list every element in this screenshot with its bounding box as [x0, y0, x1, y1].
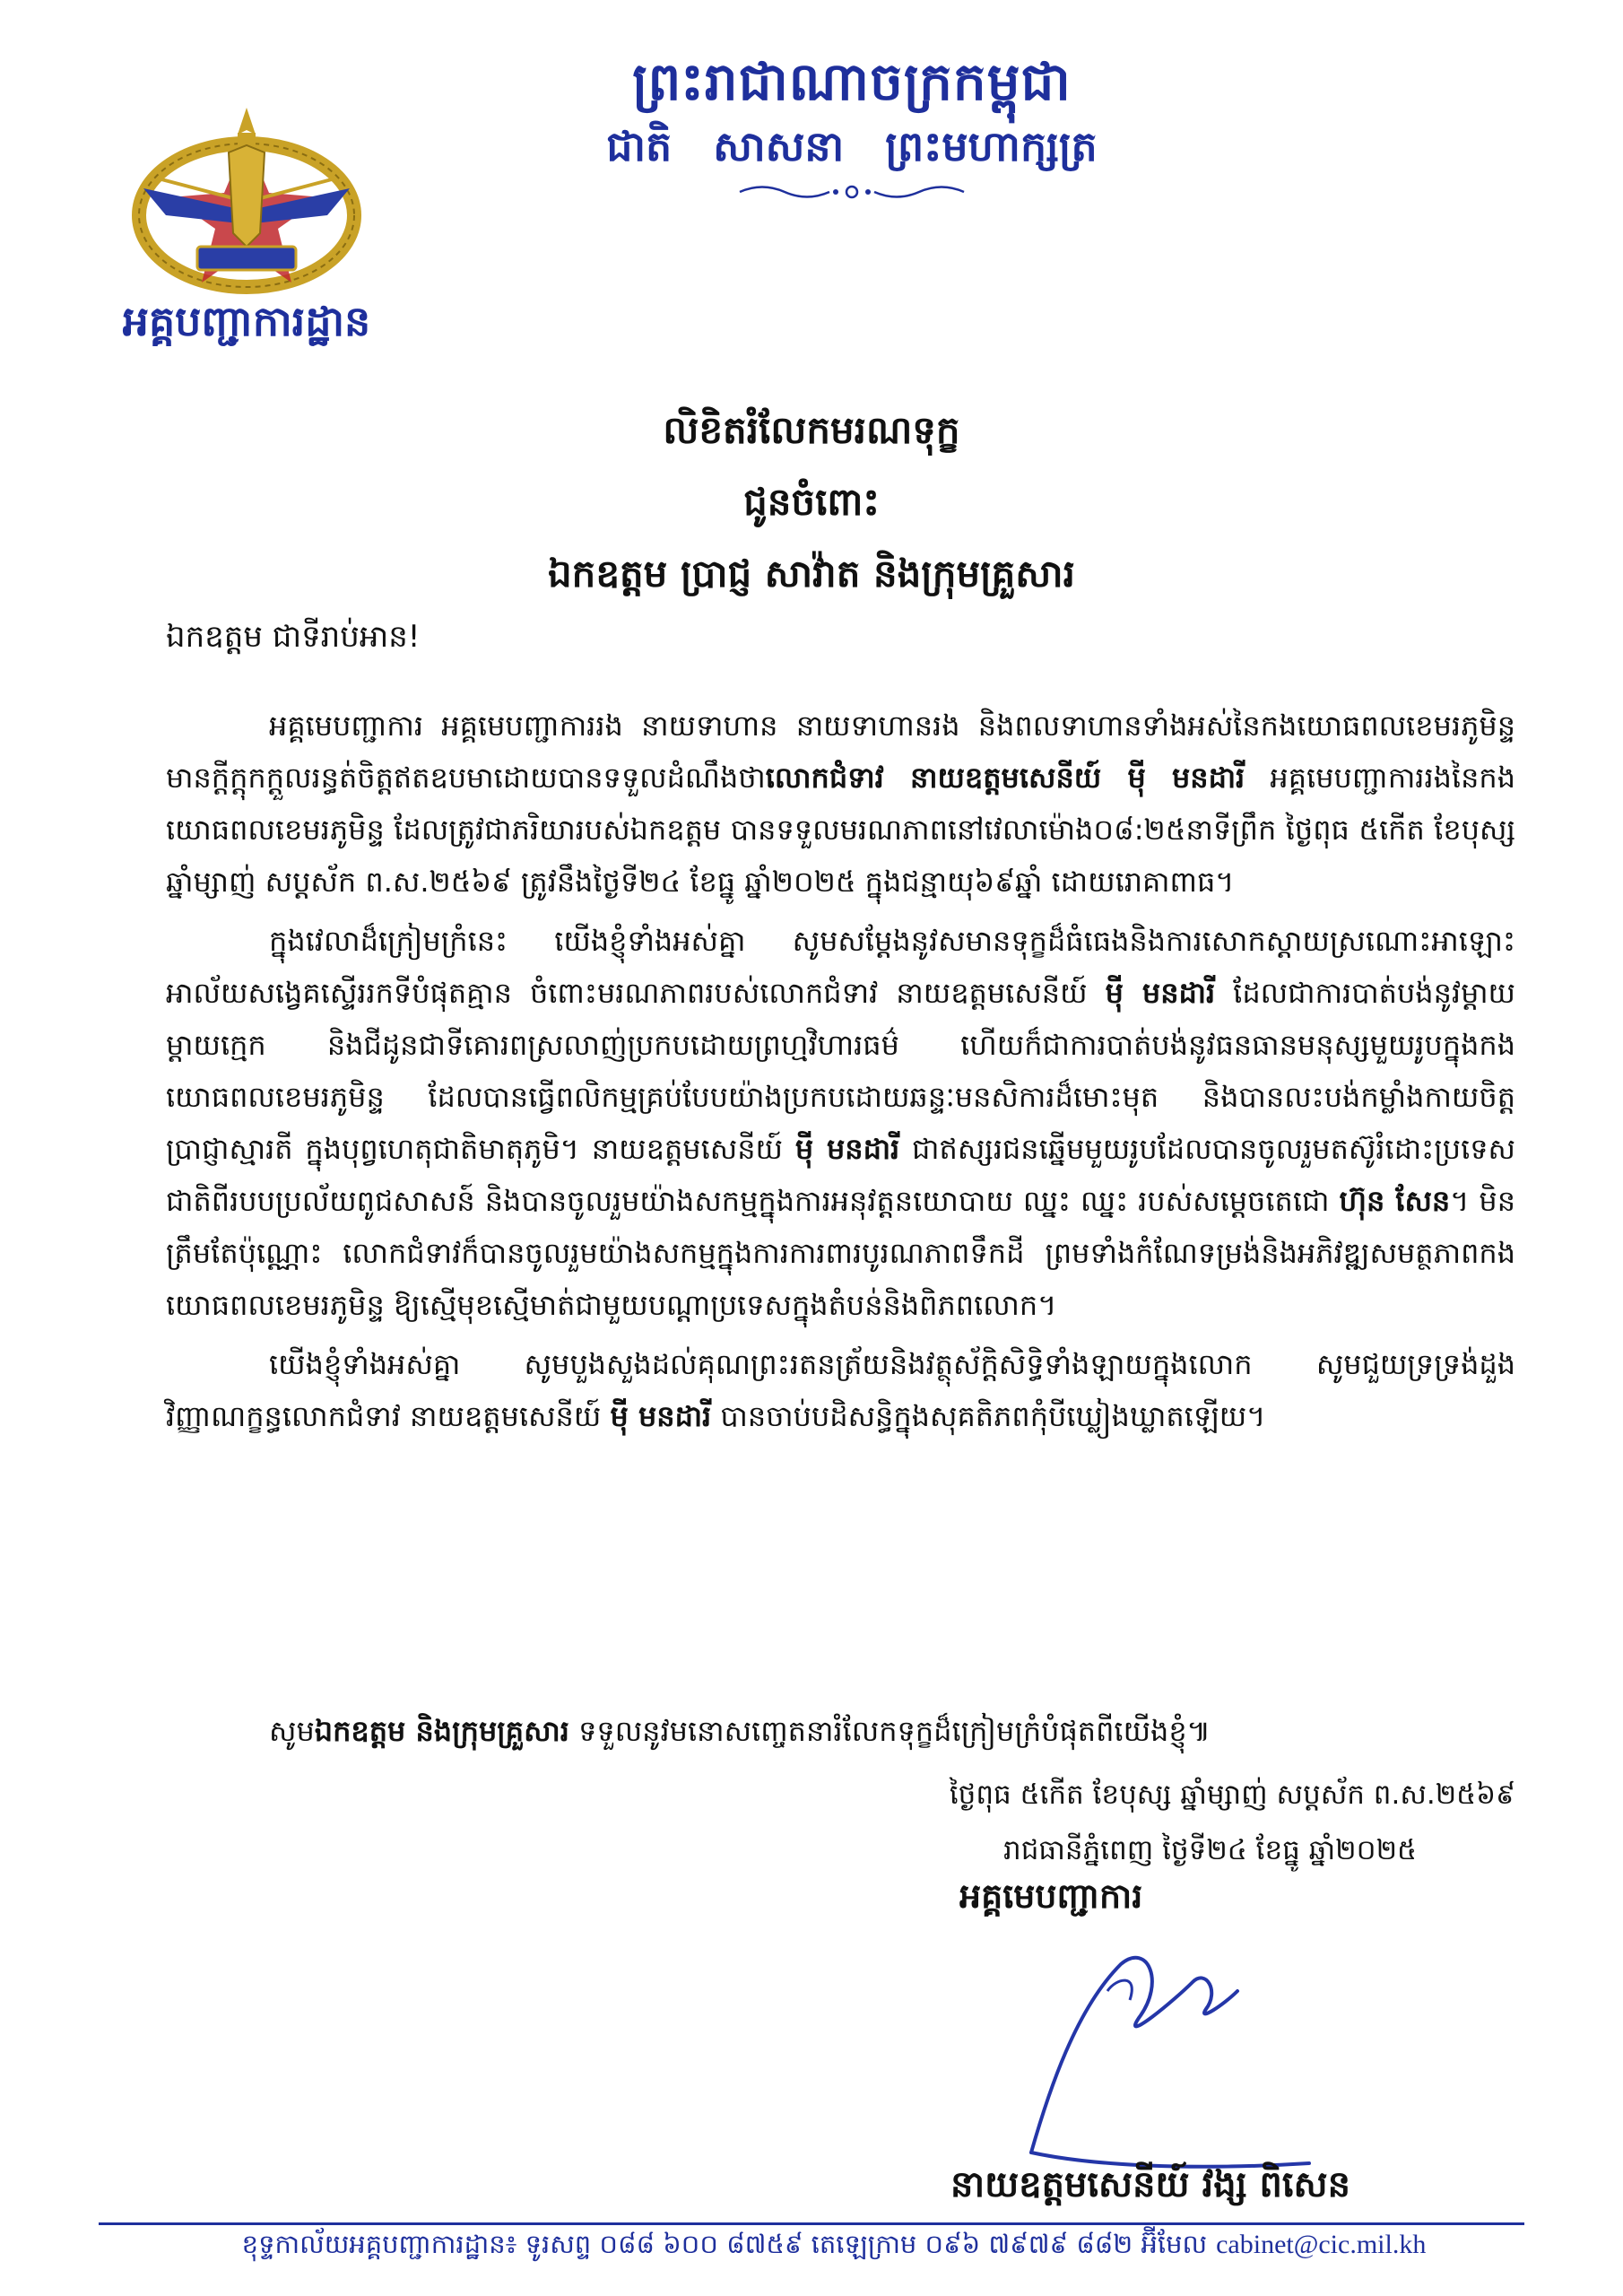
letter-title-block — [269, 395, 1354, 610]
paragraph-2 — [166, 915, 1515, 1331]
p2-deceased-name-1: ម៉ី មនដារី — [1105, 976, 1216, 1010]
footer-divider — [99, 2222, 1524, 2225]
date-block — [780, 1767, 1515, 1878]
footer-contact — [161, 2229, 1506, 2266]
signatory-name: នាយឧត្តមសេនីយ៍ វង្ស ពិសេន — [950, 2164, 1351, 2205]
kingdom-heading: ព្រះរាជាណាចក្រកម្ពុជា — [632, 51, 1072, 112]
p3-deceased-name: ម៉ី មនដារី — [610, 1399, 712, 1433]
military-emblem-logo — [112, 90, 381, 296]
p2-hun-sen-name: ហ៊ុន សែន — [1339, 1184, 1451, 1218]
p2-text-a: ក្នុងវេលាដ៏ក្រៀមក្រំនេះ យើងខ្ញុំទាំងអស់គ្នា សូមសម្ដែងនូវសមានទុក្ខដ៏ធំធេងនិងការសោកស្ដាយស្រណោះអាឡោះអាល័យសង្វេគស្ទើររកទីបំផុតគ្មាន ចំពោះមរណភាពរបស់លោកជំទាវ នាយឧត្តមសេនីយ៍ — [166, 924, 1515, 1010]
p2-text-e: ជាឥស្សរជនឆ្នើមមួយរូបដែលបានចូលរួមតស៊ូរំដោះប្រទេសជាតិពីរបបប្រល័យពូជសាសន៍ និងបានចូលរួមយ៉ាងសកម្មក្នុងការអនុវត្តនយោបាយ ឈ្នះ ឈ្នះ របស់សម្ដេចតេជោ — [166, 1132, 1516, 1218]
p3-text-c: បានចាប់បដិសន្ធិក្នុងសុគតិភពកុំបីឃ្លៀងឃ្លាតឡើយ។ — [711, 1399, 1266, 1433]
footer-contact-text: ខុទ្ទកាល័យអគ្គបញ្ជាការដ្ឋាន៖ ទូរសព្ទ ០៨៨ ៦០០ ៨៧៥៩ តេឡេក្រាម ០៩៦ ៧៩៧៩ ៨៨២ អ៊ីមែល — [241, 2229, 1208, 2259]
salutation: ឯកឧត្តម ជាទីរាប់អាន! — [166, 619, 421, 655]
letter-title: លិខិតរំលែកមរណទុក្ខ — [663, 408, 960, 452]
p1-deceased-name: លោកជំទាវ នាយឧត្តមសេនីយ៍ ម៉ី មនដារី — [765, 761, 1245, 795]
closing-text: ទទួលនូវមនោសញ្ចេតនារំលែកទុក្ខដ៏ក្រៀមក្រំបំផុតពីយើងខ្ញុំ៕ — [568, 1714, 1211, 1748]
ornament-divider — [735, 182, 968, 202]
p1-text-c: អគ្គមេបញ្ជាការរងនៃកងយោធពលខេមរភូមិន្ទ ដែលត្រូវជាភរិយារបស់ឯកឧត្តម បានទទួលមរណភាពនៅវេលាម៉ោង០៨:២៥នាទីព្រឹក ថ្ងៃពុធ ៥កើត ខែបុស្ស ឆ្នាំម្សាញ់ សប្តស័ក ព.ស.២៥៦៩ ត្រូវនឹងថ្ងៃទី២៤ ខែធ្នូ ឆ្នាំ២០២៥ ក្នុងជន្មាយុ៦៩ឆ្នាំ ដោយរោគាពាធ។ — [166, 761, 1515, 899]
p2-text-c: ដែលជាការបាត់បង់នូវម្ដាយ ម្ដាយក្មេក និងជីដូនជាទីគោរពស្រលាញ់ប្រកបដោយព្រហ្មវិហារធម៌ ហើយក៏ជាការបាត់បង់នូវធនធានមនុស្សមួយរូបក្នុងកងយោធពលខេមរភូមិន្ទ ដែលបានធ្វើពលិកម្មគ្រប់បែបយ៉ាងប្រកបដោយឆន្ទៈមនសិការដ៏មោះមុត និងបានលះបង់កម្លាំងកាយចិត្ត ប្រាជ្ញាស្មារតី ក្នុងបុព្វហេតុជាតិមាតុភូមិ។ នាយឧត្តមសេនីយ៍ — [166, 976, 1516, 1166]
letter-addressed-to: ជូនចំពោះ — [743, 480, 880, 524]
signatory-title: អគ្គមេបញ្ជាការ — [959, 1876, 1143, 1916]
p1-text-a: អគ្គមេបញ្ជាការ អគ្គមេបញ្ជាការរង នាយទាហាន នាយទាហានរង និងពលទាហានទាំងអស់នៃកងយោធពលខេមរភូមិន្ទ មានក្ដីក្ដុកក្ដួលរន្ធត់ចិត្តឥតឧបមាដោយបានទទួលដំណឹងថា — [166, 709, 1515, 795]
closing-line — [269, 1713, 1211, 1755]
p2-deceased-name-2: ម៉ី មនដារី — [794, 1132, 900, 1166]
solar-date: រាជធានីភ្នំពេញ ថ្ងៃទី២៤ ខែធ្នូ ឆ្នាំ២០២៥ — [1003, 1834, 1417, 1866]
paragraph-3 — [166, 1338, 1515, 1442]
organization-name: អគ្គបញ្ជាការដ្ឋាន — [122, 297, 371, 345]
p2-text-g: ។ មិនត្រឹមតែប៉ុណ្ណោះ លោកជំទាវក៏បានចូលរួមយ៉ាងសកម្មក្នុងការការពារបូរណភាពទឹកដី ព្រមទាំងកំណែទម្រង់និងអភិវឌ្ឍសមត្ថភាពកងយោធពលខេមរភូមិន្ទ ឱ្យស្មើមុខស្មើមាត់ជាមួយបណ្ដាប្រទេសក្នុងតំបន់និងពិភពលោក។ — [166, 1184, 1516, 1322]
handwritten-signature — [1013, 1928, 1318, 2179]
footer-email-link[interactable]: cabinet@cic.mil.kh — [1216, 2230, 1427, 2259]
national-motto: ជាតិ សាសនា ព្រះមហាក្សត្រ — [606, 122, 1098, 170]
closing-prefix: សូម — [269, 1714, 315, 1748]
p3-text-a: យើងខ្ញុំទាំងអស់គ្នា សូមបួងសួងដល់គុណព្រះរតនត្រ័យនិងវត្ថុស័ក្ដិសិទ្ធិទាំងឡាយក្នុងលោក សូមជួយទ្រទ្រង់ដួងវិញ្ញាណក្ខន្ធលោកជំទាវ នាយឧត្តមសេនីយ៍ — [166, 1347, 1515, 1433]
closing-recipient: ឯកឧត្តម និងក្រុមគ្រួសារ — [314, 1714, 569, 1748]
letter-recipient: ឯកឧត្តម ប្រាជ្ញ សាវ៉ាត និងក្រុមគ្រួសារ — [548, 552, 1075, 596]
letter-body — [166, 700, 1515, 1449]
paragraph-1 — [166, 700, 1515, 908]
lunar-date: ថ្ងៃពុធ ៥កើត ខែបុស្ស ឆ្នាំម្សាញ់ សប្តស័ក ព.ស.២៥៦៩ — [949, 1779, 1515, 1811]
